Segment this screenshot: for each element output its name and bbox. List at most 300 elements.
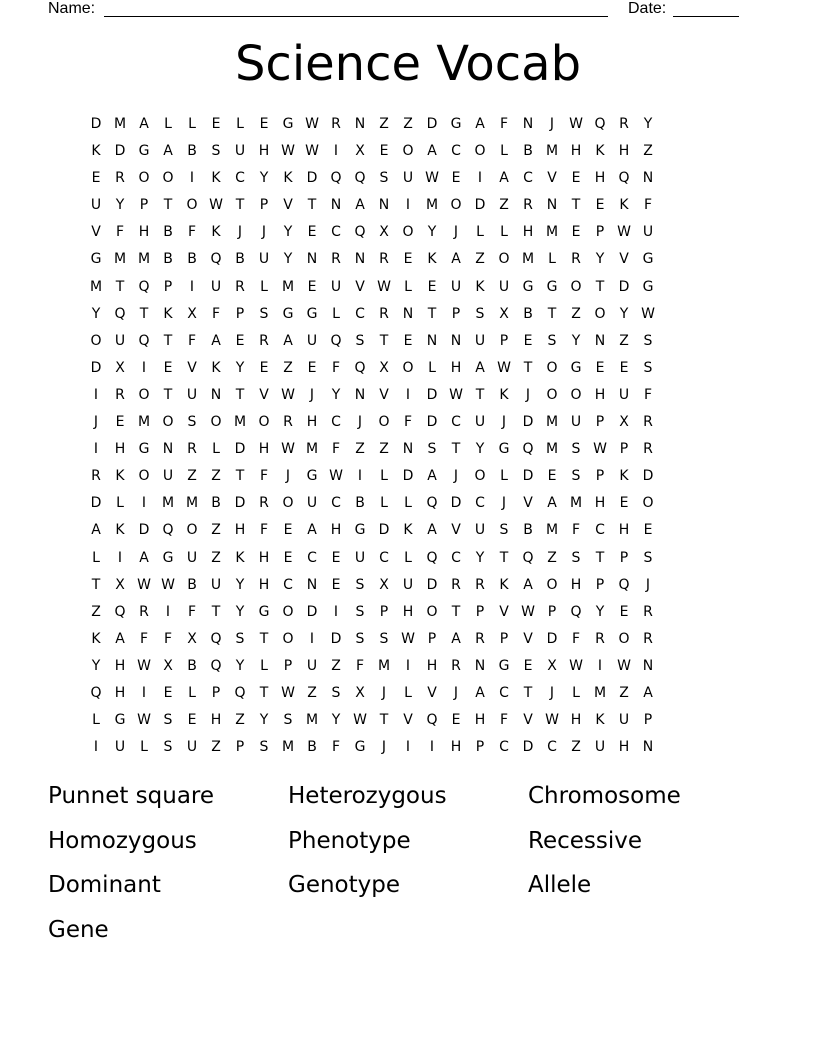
grid-letter: K bbox=[619, 197, 629, 214]
name-label: Name: bbox=[48, 0, 96, 17]
grid-letter: T bbox=[163, 386, 173, 403]
grid-letter: I bbox=[93, 386, 99, 403]
grid-letter: Z bbox=[235, 712, 245, 729]
grid-letter: E bbox=[187, 712, 197, 729]
grid-letter: R bbox=[235, 278, 245, 295]
grid-letter: U bbox=[354, 549, 366, 566]
grid-letter: X bbox=[547, 657, 557, 674]
grid-letter: N bbox=[474, 657, 486, 674]
grid-letter: L bbox=[476, 224, 484, 241]
grid-letter: Z bbox=[499, 197, 509, 214]
grid-letter: O bbox=[90, 332, 102, 349]
grid-letter: H bbox=[450, 739, 462, 756]
grid-letter: F bbox=[259, 522, 269, 539]
grid-letter: I bbox=[477, 170, 483, 187]
grid-letter: Q bbox=[210, 630, 222, 647]
grid-row bbox=[84, 111, 732, 138]
grid-letter: S bbox=[499, 522, 509, 539]
grid-letter: W bbox=[137, 657, 151, 674]
word-bank-item: Recessive bbox=[528, 827, 643, 854]
grid-letter: W bbox=[641, 305, 655, 322]
grid-letter: H bbox=[402, 603, 414, 620]
grid-letter: C bbox=[451, 143, 461, 160]
grid-letter: W bbox=[209, 197, 223, 214]
grid-letter: B bbox=[163, 251, 173, 268]
grid-letter: I bbox=[429, 739, 435, 756]
grid-letter: C bbox=[499, 739, 509, 756]
grid-letter: Q bbox=[618, 576, 630, 593]
grid-letter: K bbox=[595, 143, 605, 160]
grid-letter: G bbox=[498, 657, 510, 674]
grid-letter: D bbox=[114, 143, 126, 160]
grid-letter: S bbox=[571, 549, 581, 566]
word-bank-item: Heterozygous bbox=[288, 783, 447, 809]
grid-letter: L bbox=[500, 143, 508, 160]
grid-letter: T bbox=[139, 305, 149, 322]
grid-letter: P bbox=[595, 224, 605, 241]
grid-letter: N bbox=[402, 441, 414, 458]
grid-row bbox=[84, 653, 732, 680]
grid-letter: X bbox=[379, 359, 389, 376]
grid-letter: H bbox=[258, 441, 270, 458]
grid-letter: C bbox=[475, 495, 485, 512]
grid-letter: E bbox=[235, 332, 245, 349]
grid-letter: S bbox=[571, 441, 581, 458]
grid-letter: W bbox=[329, 468, 343, 485]
grid-letter: X bbox=[355, 684, 365, 701]
grid-letter: E bbox=[307, 359, 317, 376]
grid-letter: P bbox=[619, 549, 629, 566]
grid-letter: D bbox=[426, 386, 438, 403]
grid-letter: E bbox=[91, 170, 101, 187]
grid-letter: E bbox=[379, 143, 389, 160]
grid-letter: W bbox=[593, 441, 607, 458]
grid-letter: U bbox=[498, 278, 510, 295]
grid-letter: B bbox=[187, 657, 197, 674]
grid-letter: L bbox=[92, 549, 100, 566]
grid-letter: J bbox=[525, 386, 531, 403]
grid-letter: W bbox=[449, 386, 463, 403]
grid-letter: B bbox=[523, 143, 533, 160]
grid-letter: F bbox=[499, 116, 509, 132]
grid-letter: J bbox=[549, 116, 555, 132]
grid-letter: A bbox=[139, 116, 149, 132]
grid-letter: L bbox=[548, 251, 556, 268]
grid-letter: Y bbox=[595, 603, 605, 620]
grid-letter: P bbox=[235, 305, 245, 322]
grid-letter: N bbox=[162, 441, 174, 458]
grid-letter: O bbox=[546, 359, 558, 376]
grid-letter: G bbox=[90, 251, 102, 268]
grid-letter: L bbox=[404, 684, 412, 701]
grid-letter: T bbox=[163, 197, 173, 214]
grid-letter: F bbox=[211, 305, 221, 322]
grid-letter: R bbox=[643, 414, 653, 431]
grid-letter: Z bbox=[571, 739, 581, 756]
grid-letter: J bbox=[645, 576, 651, 593]
grid-letter: T bbox=[259, 630, 269, 647]
grid-letter: O bbox=[162, 170, 174, 187]
grid-letter: J bbox=[261, 224, 267, 241]
grid-letter: M bbox=[113, 116, 127, 132]
word-bank-item: Phenotype bbox=[288, 827, 411, 854]
grid-letter: K bbox=[115, 522, 125, 539]
grid-letter: N bbox=[426, 332, 438, 349]
grid-letter: G bbox=[282, 305, 294, 322]
grid-letter: V bbox=[403, 712, 413, 729]
grid-letter: L bbox=[164, 116, 172, 132]
grid-letter: F bbox=[331, 739, 341, 756]
grid-letter: U bbox=[402, 170, 414, 187]
grid-letter: A bbox=[475, 359, 485, 376]
grid-letter: L bbox=[572, 684, 580, 701]
grid-letter: D bbox=[426, 414, 438, 431]
grid-letter: F bbox=[331, 441, 341, 458]
grid-letter: M bbox=[185, 495, 199, 512]
grid-letter: N bbox=[522, 116, 534, 132]
grid-letter: J bbox=[501, 414, 507, 431]
grid-letter: T bbox=[595, 549, 605, 566]
grid-letter: M bbox=[545, 143, 559, 160]
grid-letter: R bbox=[115, 170, 125, 187]
grid-letter: G bbox=[162, 549, 174, 566]
grid-letter: U bbox=[474, 414, 486, 431]
grid-letter: B bbox=[523, 305, 533, 322]
grid-letter: F bbox=[499, 712, 509, 729]
grid-letter: K bbox=[91, 143, 101, 160]
grid-letter: L bbox=[404, 495, 412, 512]
grid-letter: E bbox=[259, 359, 269, 376]
grid-letter: M bbox=[569, 495, 583, 512]
grid-letter: S bbox=[259, 739, 269, 756]
word-bank-item: Allele bbox=[528, 872, 592, 898]
grid-letter: M bbox=[545, 522, 559, 539]
grid-letter: U bbox=[642, 224, 654, 241]
grid-letter: C bbox=[547, 739, 557, 756]
grid-letter: J bbox=[381, 684, 387, 701]
grid-letter: O bbox=[474, 143, 486, 160]
grid-letter: D bbox=[474, 197, 486, 214]
grid-letter: S bbox=[355, 576, 365, 593]
grid-letter: K bbox=[595, 712, 605, 729]
grid-letter: R bbox=[115, 386, 125, 403]
grid-row bbox=[84, 328, 732, 355]
grid-letter: S bbox=[235, 630, 245, 647]
grid-letter: Y bbox=[91, 305, 101, 322]
grid-letter: V bbox=[499, 603, 509, 620]
grid-row bbox=[84, 246, 732, 273]
grid-letter: U bbox=[186, 386, 198, 403]
grid-letter: I bbox=[189, 278, 195, 295]
grid-letter: Q bbox=[354, 170, 366, 187]
grid-letter: R bbox=[643, 630, 653, 647]
grid-letter: R bbox=[475, 630, 485, 647]
grid-letter: Q bbox=[114, 603, 126, 620]
grid-letter: A bbox=[547, 495, 557, 512]
grid-letter: E bbox=[163, 684, 173, 701]
grid-letter: G bbox=[450, 116, 462, 132]
grid-letter: U bbox=[306, 657, 318, 674]
grid-letter: M bbox=[281, 278, 295, 295]
grid-letter: M bbox=[545, 224, 559, 241]
grid-letter: Q bbox=[330, 170, 342, 187]
grid-row bbox=[84, 545, 732, 572]
grid-letter: I bbox=[405, 739, 411, 756]
grid-letter: M bbox=[521, 251, 535, 268]
grid-row bbox=[84, 219, 732, 246]
grid-letter: K bbox=[403, 522, 413, 539]
grid-letter: D bbox=[402, 468, 414, 485]
grid-letter: S bbox=[547, 332, 557, 349]
grid-letter: F bbox=[571, 522, 581, 539]
grid-letter: O bbox=[378, 414, 390, 431]
grid-letter: L bbox=[332, 305, 340, 322]
grid-letter: Q bbox=[426, 549, 438, 566]
grid-letter: H bbox=[618, 522, 630, 539]
grid-letter: R bbox=[283, 414, 293, 431]
grid-letter: H bbox=[330, 522, 342, 539]
grid-letter: L bbox=[212, 441, 220, 458]
grid-letter: G bbox=[354, 522, 366, 539]
grid-letter: P bbox=[163, 278, 173, 295]
grid-letter: S bbox=[259, 305, 269, 322]
grid-letter: V bbox=[187, 359, 197, 376]
grid-letter: I bbox=[309, 630, 315, 647]
grid-letter: P bbox=[619, 441, 629, 458]
grid-letter: I bbox=[165, 603, 171, 620]
grid-letter: Z bbox=[211, 549, 221, 566]
grid-letter: Q bbox=[138, 278, 150, 295]
grid-letter: W bbox=[305, 116, 319, 132]
grid-letter: X bbox=[187, 630, 197, 647]
grid-letter: J bbox=[501, 495, 507, 512]
grid-row bbox=[84, 138, 732, 165]
grid-letter: L bbox=[140, 739, 148, 756]
grid-letter: N bbox=[642, 170, 654, 187]
grid-letter: S bbox=[355, 603, 365, 620]
grid-letter: M bbox=[89, 278, 103, 295]
grid-letter: G bbox=[138, 143, 150, 160]
grid-letter: S bbox=[163, 712, 173, 729]
grid-letter: K bbox=[211, 170, 221, 187]
grid-row bbox=[84, 436, 732, 463]
grid-letter: A bbox=[139, 549, 149, 566]
grid-row bbox=[84, 382, 732, 409]
grid-letter: R bbox=[619, 116, 629, 132]
grid-letter: K bbox=[115, 468, 125, 485]
grid-letter: F bbox=[187, 332, 197, 349]
grid-letter: D bbox=[642, 468, 654, 485]
grid-letter: D bbox=[90, 359, 102, 376]
grid-letter: R bbox=[259, 495, 269, 512]
grid-letter: O bbox=[138, 386, 150, 403]
grid-letter: B bbox=[187, 251, 197, 268]
grid-letter: E bbox=[571, 170, 581, 187]
grid-letter: D bbox=[522, 468, 534, 485]
grid-letter: Q bbox=[210, 657, 222, 674]
grid-letter: Q bbox=[570, 603, 582, 620]
grid-letter: F bbox=[643, 197, 653, 214]
grid-letter: H bbox=[426, 657, 438, 674]
grid-letter: X bbox=[499, 305, 509, 322]
grid-letter: T bbox=[259, 684, 269, 701]
grid-letter: W bbox=[281, 386, 295, 403]
grid-letter: A bbox=[427, 468, 437, 485]
grid-letter: W bbox=[497, 359, 511, 376]
grid-letter: K bbox=[499, 576, 509, 593]
grid-letter: I bbox=[189, 170, 195, 187]
grid-letter: U bbox=[450, 278, 462, 295]
grid-letter: H bbox=[570, 576, 582, 593]
grid-letter: H bbox=[114, 684, 126, 701]
grid-letter: Z bbox=[643, 143, 653, 160]
grid-letter: C bbox=[355, 305, 365, 322]
grid-letter: O bbox=[426, 603, 438, 620]
grid-letter: U bbox=[186, 549, 198, 566]
grid-letter: N bbox=[450, 332, 462, 349]
grid-letter: E bbox=[331, 576, 341, 593]
grid-letter: Q bbox=[522, 441, 534, 458]
grid-letter: U bbox=[162, 468, 174, 485]
grid-letter: Z bbox=[379, 441, 389, 458]
grid-letter: T bbox=[427, 305, 437, 322]
grid-letter: T bbox=[499, 549, 509, 566]
grid-letter: E bbox=[451, 170, 461, 187]
grid-letter: N bbox=[642, 739, 654, 756]
grid-letter: T bbox=[571, 197, 581, 214]
grid-letter: R bbox=[643, 441, 653, 458]
grid-letter: W bbox=[425, 170, 439, 187]
grid-letter: Y bbox=[595, 251, 605, 268]
grid-letter: I bbox=[333, 143, 339, 160]
grid-letter: V bbox=[619, 251, 629, 268]
grid-letter: W bbox=[353, 712, 367, 729]
grid-letter: Y bbox=[331, 386, 341, 403]
grid-row bbox=[84, 409, 732, 436]
grid-letter: B bbox=[307, 739, 317, 756]
grid-letter: Y bbox=[619, 305, 629, 322]
grid-letter: J bbox=[549, 684, 555, 701]
grid-letter: V bbox=[355, 278, 365, 295]
grid-letter: S bbox=[475, 305, 485, 322]
grid-letter: A bbox=[451, 251, 461, 268]
grid-letter: H bbox=[618, 739, 630, 756]
grid-letter: S bbox=[643, 549, 653, 566]
grid-row bbox=[84, 192, 732, 219]
grid-letter: E bbox=[523, 657, 533, 674]
grid-letter: L bbox=[428, 359, 436, 376]
grid-letter: V bbox=[523, 712, 533, 729]
grid-letter: C bbox=[283, 576, 293, 593]
grid-letter: M bbox=[425, 197, 439, 214]
grid-letter: F bbox=[331, 359, 341, 376]
grid-letter: U bbox=[474, 332, 486, 349]
grid-letter: Q bbox=[138, 332, 150, 349]
grid-letter: X bbox=[115, 359, 125, 376]
grid-letter: L bbox=[92, 712, 100, 729]
grid-letter: B bbox=[211, 495, 221, 512]
grid-letter: A bbox=[91, 522, 101, 539]
grid-letter: M bbox=[137, 414, 151, 431]
grid-letter: C bbox=[331, 414, 341, 431]
grid-letter: W bbox=[137, 576, 151, 593]
grid-letter: M bbox=[305, 712, 319, 729]
grid-letter: G bbox=[282, 116, 294, 132]
grid-letter: L bbox=[188, 116, 196, 132]
grid-letter: O bbox=[282, 495, 294, 512]
grid-letter: O bbox=[210, 414, 222, 431]
grid-letter: J bbox=[453, 684, 459, 701]
grid-row bbox=[84, 355, 732, 382]
grid-letter: V bbox=[283, 197, 293, 214]
grid-letter: R bbox=[643, 603, 653, 620]
grid-letter: E bbox=[283, 522, 293, 539]
grid-letter: I bbox=[141, 359, 147, 376]
grid-letter: W bbox=[569, 657, 583, 674]
grid-letter: H bbox=[114, 657, 126, 674]
grid-letter: N bbox=[354, 251, 366, 268]
grid-row bbox=[84, 274, 732, 301]
grid-letter: T bbox=[523, 684, 533, 701]
grid-letter: U bbox=[330, 278, 342, 295]
grid-letter: Z bbox=[571, 305, 581, 322]
grid-letter: Y bbox=[283, 224, 293, 241]
grid-letter: P bbox=[379, 603, 389, 620]
grid-letter: P bbox=[643, 712, 653, 729]
grid-letter: I bbox=[93, 441, 99, 458]
grid-letter: D bbox=[378, 522, 390, 539]
grid-letter: C bbox=[379, 549, 389, 566]
grid-letter: H bbox=[258, 549, 270, 566]
grid-letter: J bbox=[93, 414, 99, 431]
grid-letter: N bbox=[594, 332, 606, 349]
grid-row bbox=[84, 490, 732, 517]
grid-letter: R bbox=[259, 332, 269, 349]
grid-letter: H bbox=[114, 441, 126, 458]
date-label: Date: bbox=[628, 0, 667, 17]
grid-letter: P bbox=[595, 468, 605, 485]
grid-letter: G bbox=[354, 739, 366, 756]
grid-letter: G bbox=[114, 712, 126, 729]
grid-letter: B bbox=[187, 143, 197, 160]
grid-letter: E bbox=[619, 495, 629, 512]
grid-letter: W bbox=[281, 441, 295, 458]
grid-letter: E bbox=[619, 359, 629, 376]
grid-letter: Z bbox=[91, 603, 101, 620]
grid-letter: R bbox=[571, 251, 581, 268]
grid-letter: U bbox=[402, 576, 414, 593]
grid-letter: Y bbox=[331, 712, 341, 729]
grid-letter: P bbox=[595, 414, 605, 431]
grid-letter: P bbox=[499, 332, 509, 349]
grid-letter: Z bbox=[547, 549, 557, 566]
grid-letter: X bbox=[163, 657, 173, 674]
grid-letter: R bbox=[379, 251, 389, 268]
grid-letter: T bbox=[475, 386, 485, 403]
grid-letter: G bbox=[498, 441, 510, 458]
grid-letter: T bbox=[211, 603, 221, 620]
grid-letter: H bbox=[618, 143, 630, 160]
grid-letter: A bbox=[427, 522, 437, 539]
grid-letter: Y bbox=[259, 712, 269, 729]
grid-letter: L bbox=[500, 224, 508, 241]
grid-letter: J bbox=[285, 468, 291, 485]
grid-letter: V bbox=[259, 386, 269, 403]
grid-letter: V bbox=[91, 224, 101, 241]
grid-letter: S bbox=[643, 332, 653, 349]
grid-row bbox=[84, 626, 732, 653]
grid-letter: X bbox=[379, 224, 389, 241]
